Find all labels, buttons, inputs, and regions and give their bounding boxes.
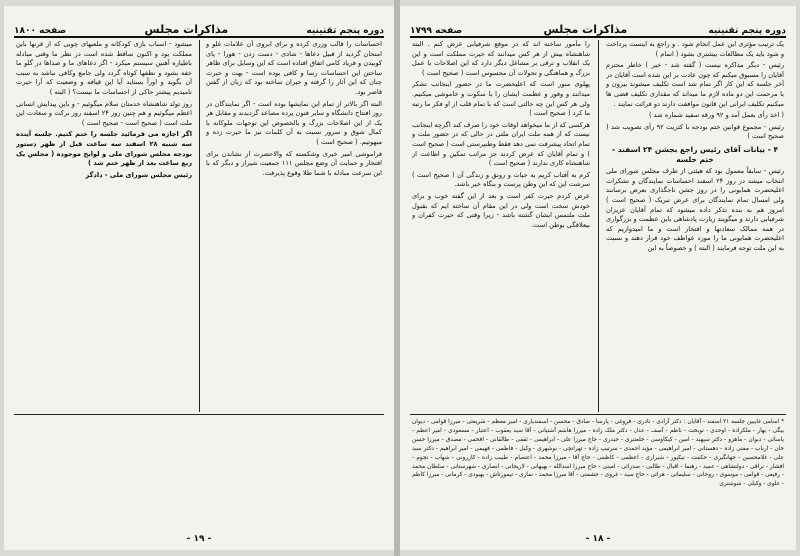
signature-line: رئیس مجلس شورای ملی - دادگر — [85, 170, 192, 179]
footnote-rule — [14, 414, 384, 415]
right-page-header — [410, 14, 786, 38]
right-page — [400, 6, 796, 550]
paragraph: رئیس - مجموع قوانین ختم بودجه با کثریت ۹۲ رأی تصویب شد ( صحیح است ) — [606, 122, 784, 141]
absentees-footnote: * اسامی غایبین جلسه ۲۱ اسفند - آقایان : دکتر آزادی - نادری - فروغی - پارسا - صادق - محسن - اسفندیاری - امیر معظم - شریعتی - میرزا قوامی - دیوان بیگی - بهار - ملکزاده - اوحدی - نوبخت - ناظم - آصف - عدل - دکتر ملک زاده - میرزا هاشم آشتیانی - آقا سید یعقوب - اعتبار - مسعودی - امیر اعظم - یاسائی - دیوان - ماهرو - دکتر سپهبد - امین - کیکاوسی - خلعتبری - حیدری - حاج میرزا علی - ابراهیمی - ثقفی - طالقانی - افخمی - مصدق - میرزا حسن خان - ارباب - مفتی زاده - دهستانی - امیر ابراهیمی - مؤید احمدی - سرتیپ زاده - تهرانچی - بوشهری - وکیل - فاطمی - فهیمی - امیر ابراهیم - دکتر سید علی - غلامحسین - جهانگیری - حکمت - نیکپور - شیرازی - اعظمی - کاظمی - حاج آقا - میرزا محمد - اعتصام - طبیب زاده - کازرونی - شهاب - نجوم - افشار - نراقی - دولتشاهی - عمید - رهنما - اقبال - طالبی - صدرائی - امینی - حاج میرزا اسدالله - بهبهانی - لاریجانی - انصاری - شهرستانی - سلطان محمد - رفیعی - قوامی - موسوی - روحانی - سلیمانی - هراتی - حاج سید - غروی - حشمتی - آقا میرزا محمد - نمازی - تیمورتاش - بهبودی - کرمانی - میرزا کاظم - علوی - وکیلی - شوشتری — [412, 419, 784, 488]
paragraph: روز تولد شاهنشاه خدمتان سلام میگوئیم - و باین پیدایش انسانی اعظم میگوئیم و هم چنین روز ۲۴ اسفند روز برکت و سعادت این ملت است ( صحیح است - صحیح است ) — [16, 99, 192, 127]
right-page-left-column — [412, 40, 590, 412]
right-page-right-column — [606, 40, 784, 412]
paragraph: فراموشی امیر خیری وشکسته که والاحضرت از نشاندن برای افتخار و حمایت آن وضع مجلس ۱۱۱ جمعیت شیراز و دیگر که با این سرعت مبادله با شما طلا وقوع پذیرفت. — [206, 149, 382, 177]
left-page-header — [14, 14, 384, 38]
session-closing-note: اگر اجازه می فرمائید جلسه را ختم کنیم. جلسه آینده سه شنبه ۲۸ اسفند سه ساعت قبل از ظهر دستور بودجه مجلس شورای ملی و لوایح موجوده ( مجلس یک ربع ساعت بعد از ظهر ختم شد ) — [16, 130, 192, 168]
left-page-number: - ۱۹ - — [186, 534, 212, 544]
left-header-page-label: صفحه ۱۸۰۰ — [14, 26, 67, 36]
footnote-rule — [410, 414, 786, 415]
paragraph: ( اخذ رأی بعمل آمد و ۹۲ ورقه سفید شماره شد ) — [648, 111, 784, 120]
section-heading: ۴ - بیانات آقای رئیس راجع بجشن ۲۴ اسفند - ختم جلسه — [611, 144, 779, 164]
paragraph: عرض کردم حیرت کفر است و بعد از این گفته خوب و برای خودش سخت است ولی در این مقام آن ساخته ایم که بقبول ملت ملتمس ایشان گشته باشد - زیرا وقتی که حیرت کفران و بیعلاقگی بوطن است. — [412, 191, 590, 229]
right-header-session: دوره پنجم تقنینیه — [708, 26, 786, 36]
paragraph: رئیس - سابقاً معمول بود که هیئتی از طرف مجلس شورای ملی انتخاب میشد در روز ۲۴ اسفند احساسات نمایندگان و تشکرات اعلیحضرت همایونی را در روز جشن تاجگذاری بعرض برسانند ولی امسال تمام نمایندگان برای عرض تبریک ( صحیح است ) امروز هم به بنده تذکر داده میشود که تمام آقایان عزیزان شرفیابی دارند و میگویند زیارت پادشاهی باین عظمت و بزرگواری در همه ممالک سعادتها و افتخار است و ما امیدواریم که اعلیحضرت همایونی ما را مورد عواطف خود قرار دهند و نسبت به این ملت توجه فرمایند ( البته ) و خصوصاً به این — [606, 167, 784, 252]
paragraph: یک ترتیب مؤثری این عمل انجام شود . و راجع به اینست پرداخت و شود باید یک مطالعات بیشتری بشود ( اتمام ) — [606, 40, 784, 58]
right-header-page-label: صفحه ۱۷۹۹ — [410, 26, 463, 36]
column-divider — [199, 40, 200, 412]
left-page — [4, 6, 394, 550]
left-page-right-column — [206, 40, 382, 412]
left-page-left-column — [16, 40, 192, 412]
paragraph: رئیس - دیگر مذاکره نیست ( گفته شد - خیر ) خاطر محترم آقایان را مسبوق میکنم که چون عادت بر این شده است آقایان در آخر جلسه که این کار اگر تمام شد است تکلیف میشوند بیرون و با مرحمت این دو ماده لازم ما میداند که مقداری تکلیف قضی ها میکنیم تکلیف ایرانی این قانون موافقت دارند دو قرائت نمایند . — [606, 61, 784, 108]
paragraph: پهلوی منور است که اعلیحضرت ما در حضور اینجانب تشکر میدانند و وفور و عظمت ایشان را با سکوت و خاموشی میکنیم. ولی هر کس این چه حالتی است که با تمام قلب از او فکر ما رتبه ما کرد ( صحیح است ) — [412, 80, 590, 118]
right-header-title: مذاکرات مجلس — [543, 23, 628, 36]
paragraph: هرکسی که از ما میخواهد اوقات خود را صرف کند اگرچه اینجانب نیست که از همه ملت ایران ملتی در حالی که در حضور ملت و تمام اتحاد پیشرفت نمی دهد فقط وطنپرستی است ( صحیح است ) و تمام آقایان که عرض کردند جز مراتب تمکین و اطاعت از شاهنشاه کاری ندارند ( صحیح است ) — [412, 120, 590, 168]
paragraph: را مأمور ساخته اند که در موقع شرفیابی عرض کنم . البته شاهنشاه بیش از هر کس میدانند که حیرت مملکت است و این یک انقلاب و ترقی بر مشاغل دیگر دارد که این اصلاحات با عمل بزرگ و هماهنگی و تحولات آن محسوس است ( صحیح است ) — [412, 40, 590, 77]
paragraph: احساسات را قالب وزری کرده و برای ابروی آن علامات غلو و امتحان گردید از قبیل دعاها - شادی - دست زدن - هورا - پای کوبیدن و فریاد کامی اتفاق افتاده است که این وسایل برای ظاهر ساختن این احساسات رسا و کافی بوده است - بهت و حیرت چنان که این آثار را گرفته و حیران ساخته بود که زبان از گفتن قاصر بود. — [206, 40, 382, 96]
column-divider — [598, 40, 599, 412]
paragraph: میشود - اسباب بازی کودکانه و ملعبهای چوبی که از قرنها باین مملکت بود و اکنون ساقط شده است در نظر ما وقتی مبادله باطیاره آهنین سیستم میکرد - اگر دعاهای ما و صداها در گلو ما خفه بشود و نطقها کوتاه گردد ولی جامع وکافی نباشد به سبب آن بگوید و اوراً بستاید آیا این قیافه و وضعیت که آرا حیرت نامیدیم پیشتر حاکی از احساسات ما نیست؟ ( البته ) — [16, 40, 192, 96]
left-header-session: دوره پنجم تقنینیه — [306, 26, 384, 36]
paragraph: کرم به آفتاب کریم به حیات و رونق و زندگی آن ( صحیح است ) سرشت این که این وطن پرست و بنگاه خیر باشد. — [412, 170, 590, 189]
right-page-number: - ۱۸ - — [585, 534, 611, 544]
paragraph: البته اگر بالاتر از تمام این نمایشها بوده است - اگر نمایندگان در روز افتتاح دانشگاه و سایر فنون پرده مصاعد گردیدند و مقابل هر یک از این اصلاحات بزرگ و بالخصوص این توجهات ملوکانه با کمال شوق و سرور نسبت به آن کلمات نیز ما حیرت زده و مبهوتیم. ( صحیح است ) — [206, 99, 382, 146]
left-header-title: مذاکرات مجلس — [144, 23, 229, 36]
